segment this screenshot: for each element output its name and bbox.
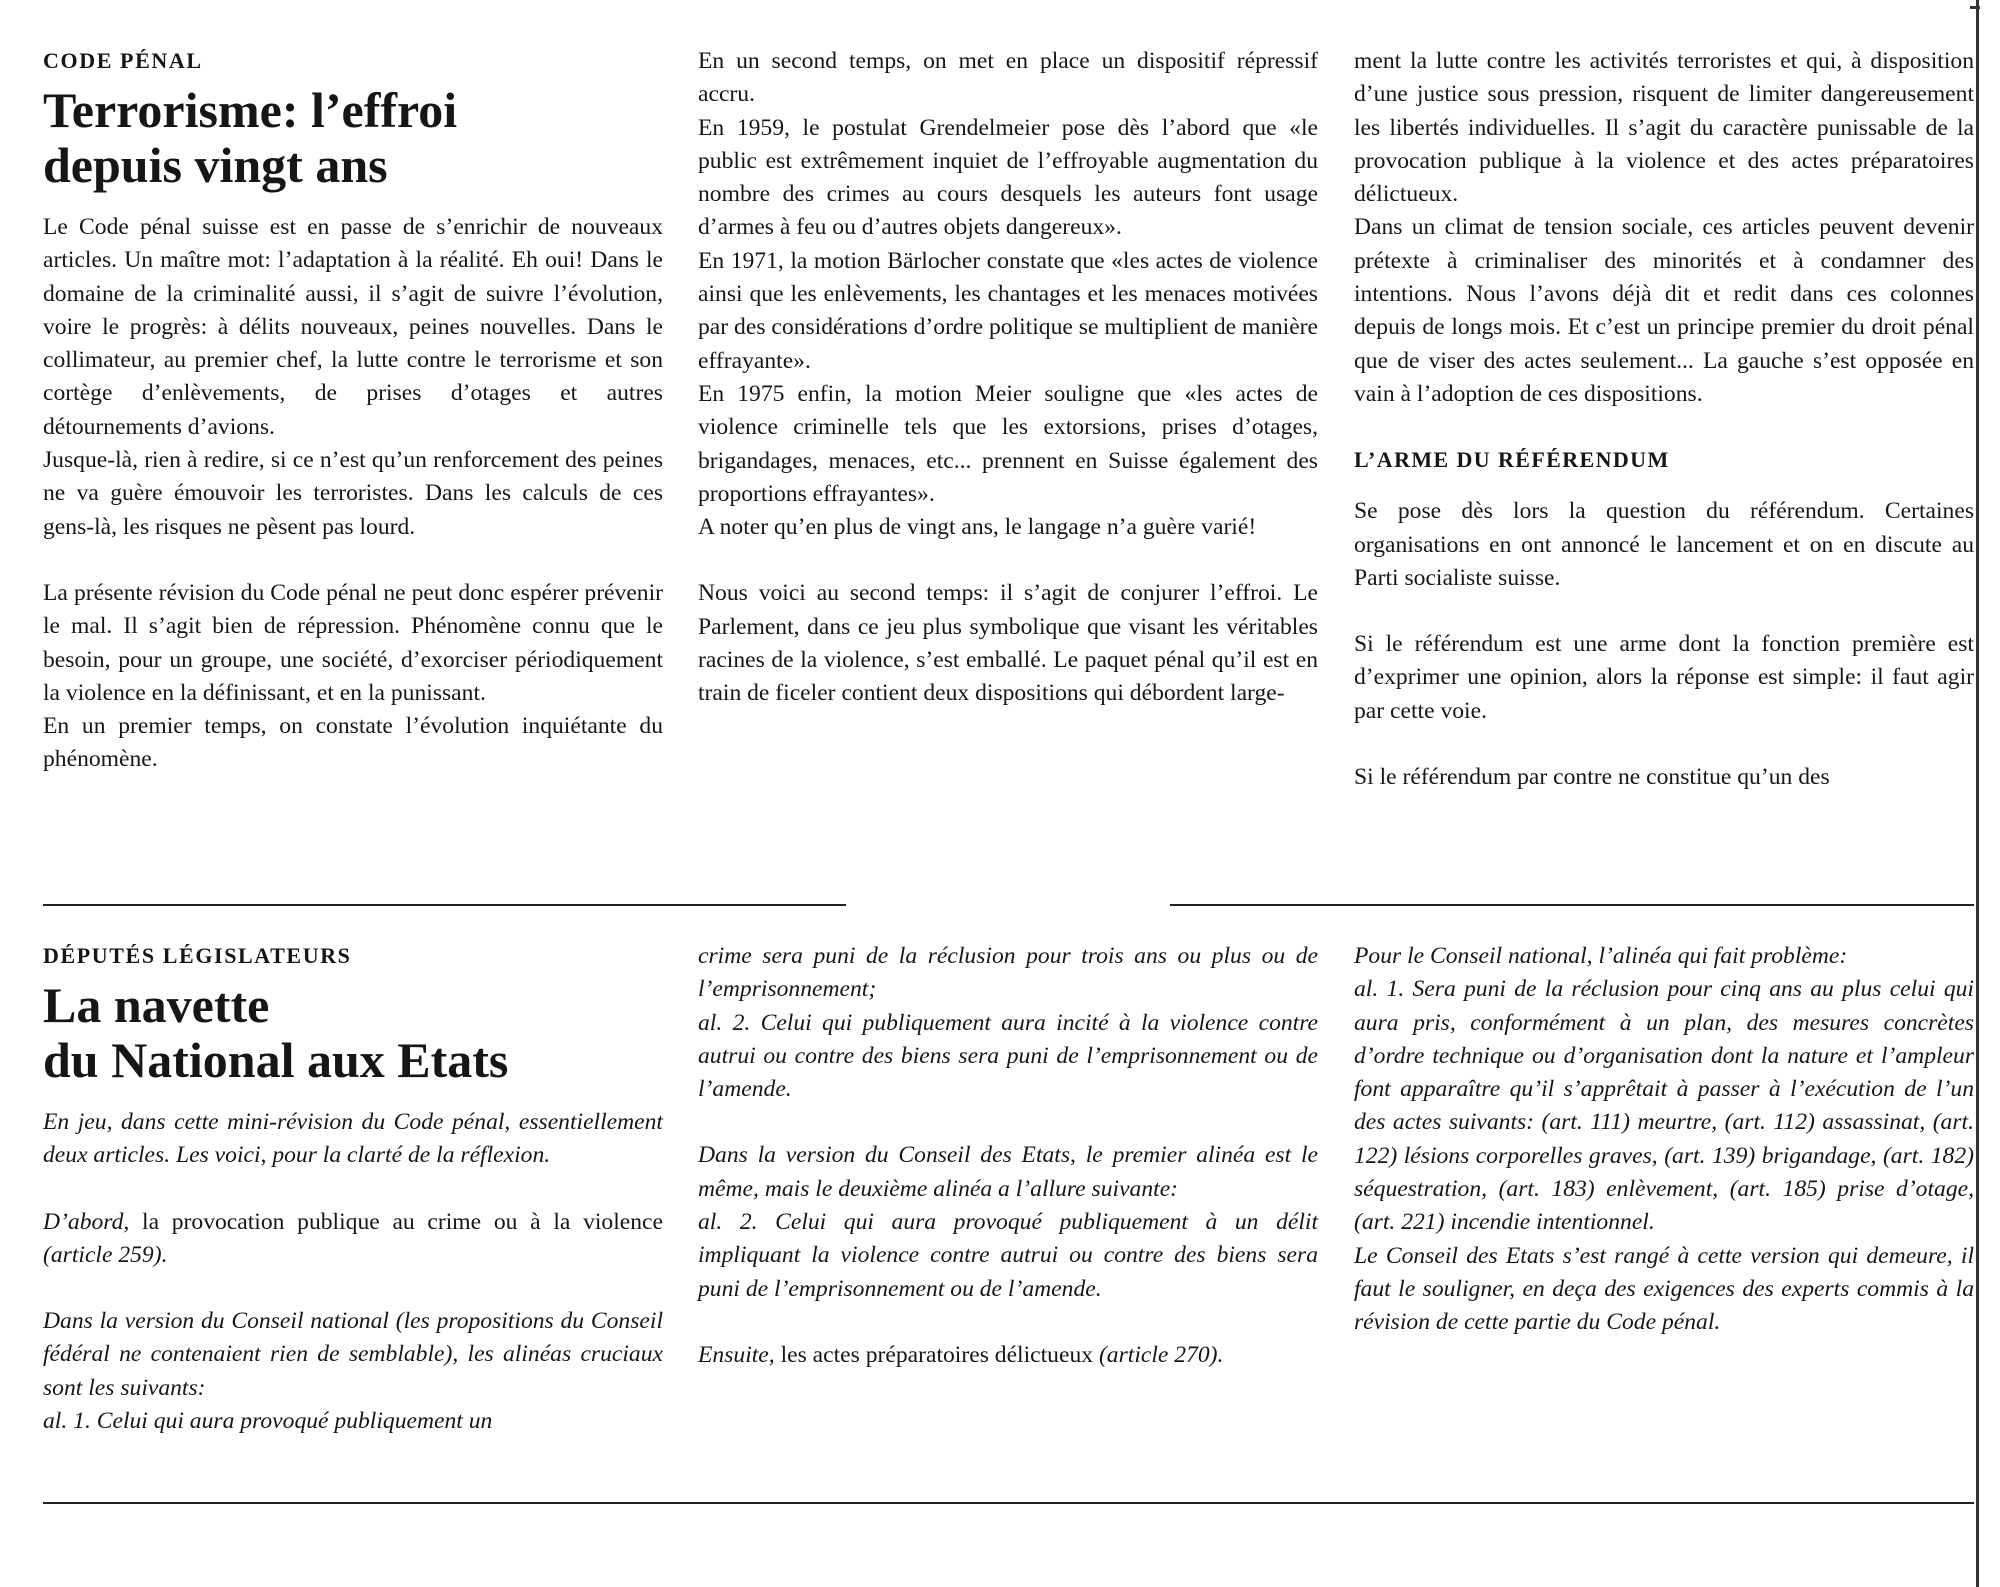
article2-text: les actes préparatoires délictueux bbox=[774, 1341, 1099, 1368]
article2-intro: En jeu, dans cette mini-révision du Code pénal, essentiellement deux articles. Les voici, pour la clarté de la réflexion. bbox=[43, 1109, 663, 1169]
article2-column-2 bbox=[698, 940, 1318, 1372]
article2-headline-line1: La navette bbox=[43, 977, 270, 1033]
article2-paragraph bbox=[698, 1339, 1318, 1372]
article2-paragraph: Dans la version du Conseil national (les propositions du Conseil fédéral ne contenaient rien de semblable), les alinéas cruciaux sont les suivants: bbox=[43, 1308, 663, 1401]
article1-column-3 bbox=[1354, 45, 1974, 794]
article2-kicker: DÉPUTÉS LÉGISLATEURS bbox=[43, 943, 352, 968]
article2-paragraph: Pour le Conseil national, l’alinéa qui fait problème: bbox=[1354, 943, 1848, 969]
article1-paragraph: Nous voici au second temps: il s’agit de conjurer l’effroi. Le Parlement, dans ce jeu plus symbolique que visant les véritables racines de la violence, s’est emballé. Le paquet pénal qu’il est en train de ficeler contient deux dispositions qui débordent large- bbox=[698, 580, 1318, 707]
article1-paragraph: Si le référendum est une arme dont la fonction première est d’exprimer une opinion, alors la réponse est simple: il faut agir par cette voie. bbox=[1354, 631, 1974, 724]
article1-kicker: CODE PÉNAL bbox=[43, 48, 203, 73]
article2-paragraph: Le Conseil des Etats s’est rangé à cette version qui demeure, il faut le souligner, en deça des exigences des experts commis à la révision de cette partie du Code pénal. bbox=[1354, 1242, 1974, 1336]
article2-reference: (article 259). bbox=[43, 1241, 168, 1268]
article1-headline-line1: Terrorisme: l’effroi bbox=[43, 82, 458, 138]
article1-headline bbox=[43, 83, 663, 193]
article2-column-3 bbox=[1354, 940, 1974, 1340]
article1-headline-line2: depuis vingt ans bbox=[43, 137, 388, 193]
article2-headline-line2: du National aux Etats bbox=[43, 1032, 509, 1088]
article1-paragraph: Se pose dès lors la question du référendum. Certaines organisations en ont annoncé le lancement et on en discute au Parti socialiste suisse. bbox=[1354, 498, 1974, 591]
article2-paragraph: Dans la version du Conseil des Etats, le premier alinéa est le même, mais le deuxième alinéa a l’allure suivante: bbox=[698, 1142, 1318, 1202]
article1-paragraph: En 1959, le postulat Grendelmeier pose dès l’abord que «le public est extrêmement inquiet de l’effroyable augmentation du nombre des crimes au cours desquels les auteurs font usage d’armes à feu ou d’autres objets dangereux». bbox=[698, 114, 1318, 241]
article2-paragraph: al. 1. Celui qui aura provoqué publiquement un bbox=[43, 1408, 493, 1435]
article2-column-1 bbox=[43, 940, 663, 1438]
article-separator-right bbox=[1170, 904, 1974, 906]
article2-paragraph: al. 1. Sera puni de la réclusion pour cinq ans au plus celui qui aura pris, conformément à un plan, des mesures concrètes d’ordre technique ou d’organisation dont la nature et l’ampleur font apparaître qu’il s’apprêtait à passer à l’exécution de l’un des actes suivants: (art. 111) meurtre, (art. 112) assassinat, (art. 122) lésions corporelles graves, (art. 139) brigandage, (art. 182) séquestration, (art. 183) enlèvement, (art. 185) prise d’otage, (art. 221) incendie intentionnel. bbox=[1354, 976, 1974, 1236]
article1-paragraph: ment la lutte contre les activités terroristes et qui, à disposition d’une justice sous pression, risquent de limiter dangereusement les libertés individuelles. Il s’agit du caractère punissable de la provocation publique à la violence et des actes préparatoires délictueux. bbox=[1354, 48, 1974, 208]
article-separator-left bbox=[43, 904, 846, 906]
page-edge bbox=[1976, 0, 1979, 1587]
article1-paragraph: En 1975 enfin, la motion Meier souligne que «les actes de violence criminelle tels que les extorsions, prises d’otages, brigandages, menaces, etc... prennent en Suisse également des proportions effrayantes». bbox=[698, 380, 1318, 507]
article1-paragraph: Le Code pénal suisse est en passe de s’enrichir de nouveaux articles. Un maître mot: l’adaptation à la réalité. Eh oui! Dans le domaine de la criminalité aussi, il s’agit de suivre l’évolution, voire le progrès: à délits nouveaux, peines nouvelles. Dans le collimateur, au premier chef, la lutte contre le terrorisme et son cortège d’enlèvements, de prises d’otages et autres détournements d’avions. bbox=[43, 214, 663, 440]
article2-paragraph: crime sera puni de la réclusion pour trois ans ou plus ou de l’emprisonnement; bbox=[698, 943, 1318, 1003]
article2-paragraph bbox=[43, 1206, 663, 1273]
article1-subheading: L’ARME DU RÉFÉRENDUM bbox=[1354, 447, 1670, 473]
article1-column-2 bbox=[698, 45, 1318, 711]
article2-text: la provocation publique au crime ou à la violence bbox=[129, 1208, 663, 1235]
article2-paragraph: al. 2. Celui qui aura provoqué publiquement à un délit impliquant la violence contre autrui ou contre des biens sera puni de l’emprisonnement ou de l’amende. bbox=[698, 1209, 1318, 1302]
article1-paragraph: La présente révision du Code pénal ne peut donc espérer prévenir le mal. Il s’agit bien de répression. Phénomène connu que le besoin, pour un groupe, une société, d’exorciser périodiquement la violence en la définissant, et en la punissant. bbox=[43, 579, 663, 706]
bottom-separator bbox=[43, 1502, 1974, 1504]
article1-paragraph: En un second temps, on met en place un dispositif répressif accru. bbox=[698, 48, 1318, 108]
article1-paragraph: En un premier temps, on constate l’évolution inquiétante du phénomène. bbox=[43, 713, 663, 773]
article2-headline bbox=[43, 978, 663, 1088]
page-edge-tick bbox=[1970, 6, 1980, 9]
article1-paragraph: A noter qu’en plus de vingt ans, le langage n’a guère varié! bbox=[698, 514, 1257, 541]
article1-paragraph: Jusque-là, rien à redire, si ce n’est qu’un renforcement des peines ne va guère émouvoir les terroristes. Dans les calculs de ces gens-là, les risques ne pèsent pas lourd. bbox=[43, 447, 663, 540]
article1-column-1 bbox=[43, 45, 663, 777]
article1-paragraph: En 1971, la motion Bärlocher constate que «les actes de violence ainsi que les enlèvements, les chantages et les menaces motivées par des considérations d’ordre politique se multiplient de manière effrayante». bbox=[698, 247, 1318, 374]
article1-paragraph: Si le référendum par contre ne constitue qu’un des bbox=[1354, 764, 1830, 791]
article2-reference: (article 270). bbox=[1098, 1341, 1224, 1368]
article2-lead: D’abord, bbox=[43, 1208, 130, 1235]
article1-paragraph: Dans un climat de tension sociale, ces articles peuvent devenir prétexte à criminaliser des minorités et à condamner des intentions. Nous l’avons déjà dit et redit dans ces colonnes depuis de longs mois. Et c’est un principe premier du droit pénal que de viser des actes seulement... La gauche s’est opposée en vain à l’adoption de ces dispositions. bbox=[1354, 214, 1974, 407]
article2-lead: Ensuite, bbox=[698, 1341, 775, 1368]
article2-paragraph: al. 2. Celui qui publiquement aura incité à la violence contre autrui ou contre des biens sera puni de l’emprisonnement ou de l’amende. bbox=[698, 1009, 1318, 1103]
